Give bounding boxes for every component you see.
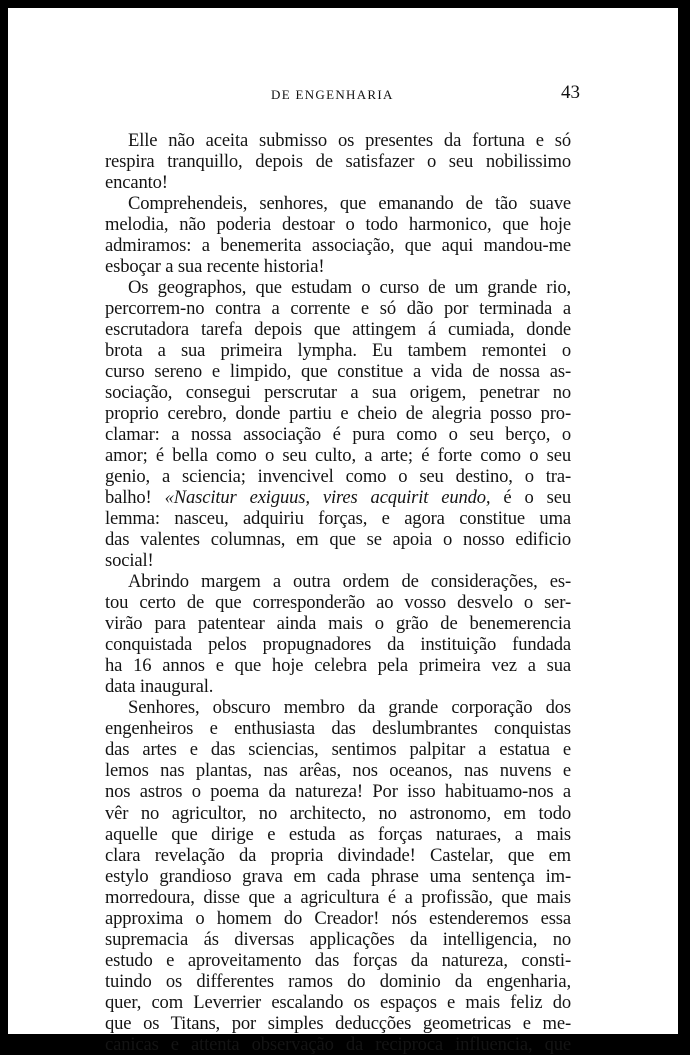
text-line: proprio cerebro, donde partiu e cheio de alegria posso pro- [105, 403, 571, 425]
text-line: melodia, não poderia destoar o todo harmonico, que hoje [105, 214, 571, 236]
text-line: data inaugural. [105, 676, 214, 698]
text-line: genio, a sciencia; invencivel como o seu destino, o tra- [105, 466, 571, 488]
text-segment: é o seu [503, 487, 572, 509]
text-line: Elle não aceita submisso os presentes da fortuna e só [128, 130, 571, 151]
text-line: escrutadora tarefa depois que attingem á cumiada, donde [105, 319, 571, 341]
text-line: admiramos: a benemerita associação, que aqui mandou-me [105, 235, 571, 257]
text-line: amor; é bella como o seu culto, a arte; é forte como o seu [105, 445, 571, 467]
text-line: sociação, consegui perscrutar a sua origem, penetrar no [105, 382, 571, 404]
text-line: curso sereno e limpido, que constitue a vida de nossa as- [105, 361, 571, 383]
text-line: das artes e das sciencias, sentimos palpitar a estatua e [105, 739, 571, 761]
text-line: nos astros o poema da natureza! Por isso habituamo-nos a [105, 781, 571, 803]
text-line: clamar: a nossa associação é pura como o seu berço, o [105, 424, 571, 446]
text-line: estylo grandioso grava em cada phrase uma sentença im- [105, 865, 571, 887]
text-line: brota a sua primeira lympha. Eu tambem remontei o [105, 340, 571, 362]
book-page [8, 8, 678, 1055]
text-line: lemma: nasceu, adquiriu forças, e agora constitue uma [105, 508, 571, 530]
text-line: tuindo os differentes ramos do dominio da engenharia, [105, 970, 571, 992]
text-line: estudo e aproveitamento das forças da natureza, consti- [105, 949, 571, 971]
text-segment: balho! [105, 487, 152, 509]
running-title: DE ENGENHARIA [271, 87, 394, 102]
text-line: lemos nas plantas, nas arêas, nos oceanos, nas nuvens e [105, 760, 571, 782]
text-line: das valentes columnas, em que se apoia o nosso edificio [105, 529, 571, 551]
text-line: clara revelação da propria divindade! Castelar, que em [105, 844, 571, 866]
text-line-quote [105, 487, 571, 508]
text-line: Os geographos, que estudam o curso de um grande rio, [128, 277, 571, 299]
text-line: canicas e attenta observação da reciproca influencia, que [105, 1033, 571, 1055]
text-line: vêr no agricultor, no architecto, no astronomo, em todo [105, 802, 571, 824]
text-line: encanto! [105, 172, 168, 194]
text-line: Comprehendeis, senhores, que emanando de tão suave [128, 193, 571, 215]
text-line: aquelle que dirige e estuda as forças naturaes, a mais [105, 823, 571, 845]
text-line: que os Titans, por simples deducções geometricas e me- [105, 1012, 571, 1034]
text-line: Abrindo margem a outra ordem de considerações, es- [128, 571, 571, 593]
text-line: engenheiros e enthusiasta das deslumbrantes conquistas [105, 718, 571, 740]
text-line: morredoura, disse que a agricultura é a profissão, que mais [105, 886, 571, 908]
text-line: quer, com Leverrier escalando os espaços e mais feliz do [105, 991, 571, 1013]
running-head [8, 82, 678, 107]
text-line: respira tranquillo, depois de satisfazer o seu nobilissimo [105, 151, 571, 173]
text-line: ha 16 annos e que hoje celebra pela primeira vez a sua [105, 655, 571, 677]
text-line: tou certo de que corresponderão ao vosso desvelo o ser- [105, 592, 571, 614]
text-line: social! [105, 550, 154, 572]
text-line: esboçar a sua recente historia! [105, 256, 325, 278]
text-line: conquistada pelos propugnadores da instituição fundada [105, 634, 571, 656]
body-text [105, 130, 571, 1055]
text-line: Senhores, obscuro membro da grande corporação dos [128, 697, 571, 719]
page-number: 43 [561, 82, 580, 103]
text-line: approxima o homem do Creador! nós estenderemos essa [105, 907, 571, 929]
text-line: virão para patentear ainda mais o grão de benemerencia [105, 613, 571, 635]
text-line: supremacia ás diversas applicações da intelligencia, no [105, 928, 571, 950]
latin-quote: «Nascitur exiguus, vires acquirit eundo, [164, 487, 491, 509]
text-line: percorrem-no contra a corrente e só dão por terminada a [105, 298, 571, 320]
